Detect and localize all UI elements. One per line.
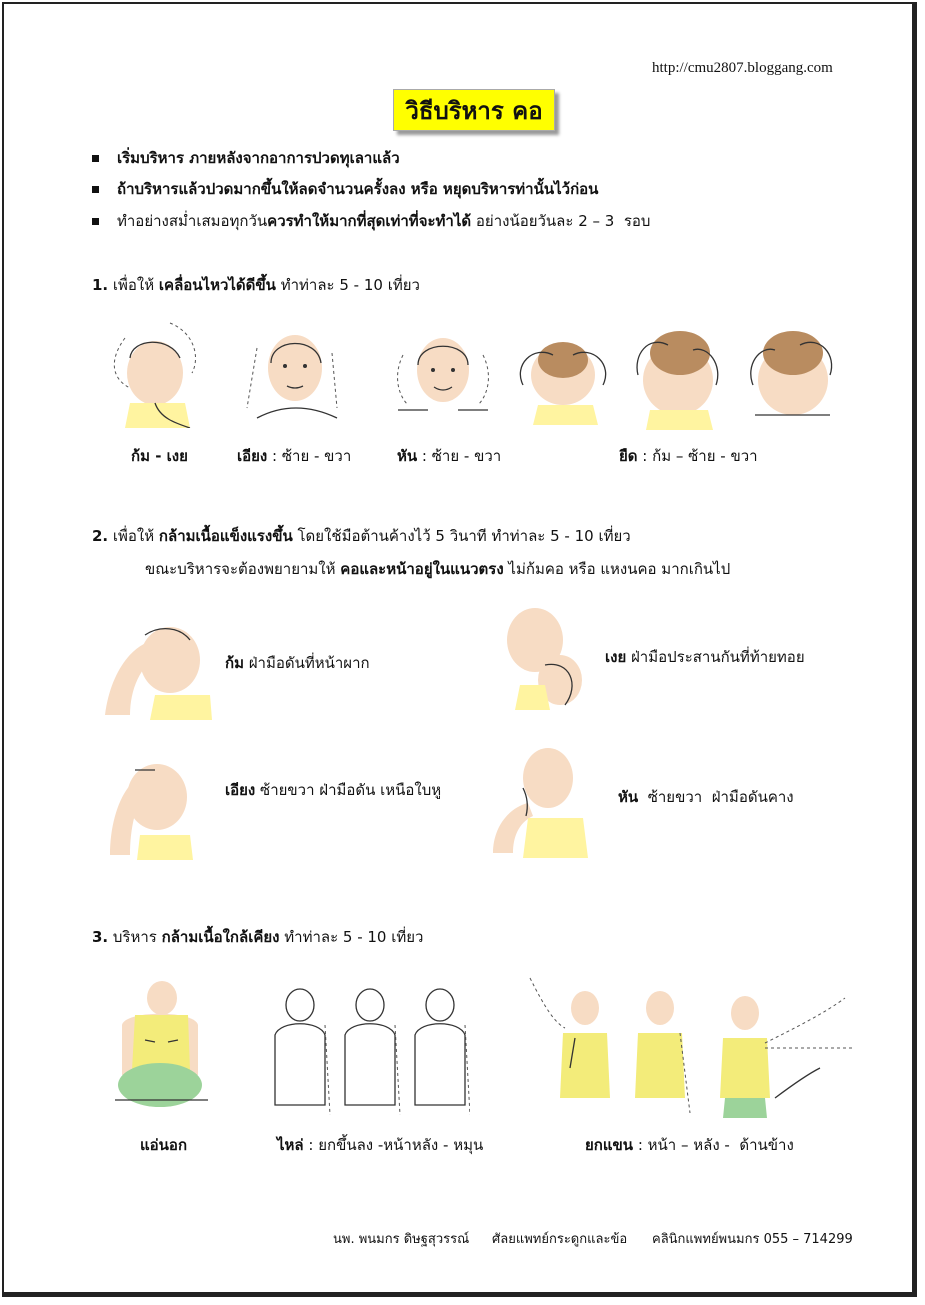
caption-shoulder bbox=[277, 1133, 483, 1157]
footer-clinic: คลินิกแพทย์พนมกร 055 – 714299 bbox=[652, 1232, 853, 1247]
item-bold: เอียง bbox=[225, 781, 256, 799]
illustration-bow-head bbox=[100, 318, 210, 428]
caption-bold: หัน bbox=[397, 447, 418, 465]
caption-bold: ยกแขน bbox=[585, 1136, 634, 1154]
illustration-resist-bow bbox=[100, 615, 215, 720]
section-post: โดยใช้มือต้านค้างไว้ 5 วินาที ทำท่าละ 5 - 10 เที่ยว bbox=[292, 527, 631, 545]
illustration-stretch-left bbox=[628, 325, 723, 430]
section-number: 3. bbox=[92, 928, 109, 946]
section-pre: เพื่อให้ bbox=[108, 276, 159, 294]
note-pre: ขณะบริหารจะต้องพยายามให้ bbox=[145, 560, 341, 578]
bullet-item-1 bbox=[92, 146, 400, 170]
bullet-square-icon bbox=[92, 155, 99, 162]
section-pre: บริหาร bbox=[108, 928, 162, 946]
caption-bold: ไหล่ bbox=[277, 1136, 304, 1154]
resist-turn-text bbox=[618, 785, 794, 809]
item-rest: ฝ่ามือดันที่หน้าผาก bbox=[243, 654, 370, 672]
caption-bold: ก้ม - เงย bbox=[131, 447, 188, 465]
caption-bold: เอียง bbox=[237, 447, 268, 465]
item-rest: ซ้ายขวา ฝ่ามือดันคาง bbox=[638, 788, 794, 806]
section-number: 1. bbox=[92, 276, 109, 294]
bullet-text-post: อย่างน้อยวันละ 2 – 3 รอบ bbox=[471, 212, 651, 230]
caption-turn-head bbox=[397, 444, 501, 468]
note-bold: คอและหน้าอยู่ในแนวตรง bbox=[340, 560, 504, 578]
bullet-text-bold: ควรทำให้มากที่สุดเท่าที่จะทำได้ bbox=[267, 212, 472, 230]
bullet-text: เริ่มบริหาร ภายหลังจากอาการปวดทุเลาแล้ว bbox=[117, 149, 400, 167]
illustration-arm-raise bbox=[525, 968, 860, 1118]
caption-stretch bbox=[619, 444, 758, 468]
resist-bow-text bbox=[225, 651, 370, 675]
bullet-item-2 bbox=[92, 177, 598, 201]
footer-author: นพ. พนมกร ดิษฐสุวรรณ์ bbox=[333, 1232, 470, 1247]
illustration-resist-raise bbox=[495, 605, 590, 710]
resist-tilt-text bbox=[225, 778, 441, 802]
bullet-square-icon bbox=[92, 218, 99, 225]
section-bold: กล้ามเนื้อแข็งแรงขึ้น bbox=[158, 527, 293, 545]
section-2-note bbox=[145, 557, 730, 581]
illustration-chest-out bbox=[110, 980, 210, 1115]
caption-tilt-head bbox=[237, 444, 351, 468]
item-bold: หัน bbox=[618, 788, 639, 806]
item-rest: ซ้ายขวา ฝ่ามือดัน เหนือใบหู bbox=[255, 781, 442, 799]
bullet-text-pre: ทำอย่างสม่ำเสมอทุกวัน bbox=[117, 212, 268, 230]
section-2-heading bbox=[92, 524, 631, 548]
source-url: http://cmu2807.bloggang.com bbox=[652, 60, 833, 76]
section-number: 2. bbox=[92, 527, 109, 545]
illustration-tilt-head bbox=[237, 318, 347, 428]
resist-raise-text bbox=[605, 645, 805, 669]
bullet-item-3 bbox=[92, 209, 650, 233]
illustration-shoulder-line bbox=[270, 985, 470, 1120]
section-bold: เคลื่อนไหวได้ดีขึ้น bbox=[158, 276, 276, 294]
section-3-heading bbox=[92, 925, 423, 949]
caption-rest: : หน้า – หลัง - ด้านข้าง bbox=[633, 1136, 794, 1154]
bullet-square-icon bbox=[92, 186, 99, 193]
section-pre: เพื่อให้ bbox=[108, 527, 159, 545]
caption-bold: ยืด bbox=[619, 447, 638, 465]
caption-arm-raise bbox=[585, 1133, 794, 1157]
caption-rest: : ซ้าย - ขวา bbox=[267, 447, 352, 465]
bullet-text: ถ้าบริหารแล้วปวดมากขึ้นให้ลดจำนวนครั้งลง หรือ หยุดบริหารท่านั้นไว้ก่อน bbox=[117, 180, 599, 198]
footer-specialty: ศัลยแพทย์กระดูกและข้อ bbox=[492, 1232, 628, 1247]
page-title: วิธีบริหาร คอ bbox=[393, 89, 555, 131]
section-post: ทำท่าละ 5 - 10 เที่ยว bbox=[279, 928, 424, 946]
section-post: ทำท่าละ 5 - 10 เที่ยว bbox=[275, 276, 420, 294]
illustration-stretch-bow bbox=[508, 325, 608, 425]
illustration-turn-head bbox=[388, 325, 498, 420]
caption-rest: : ซ้าย - ขวา bbox=[417, 447, 502, 465]
illustration-resist-tilt bbox=[105, 755, 195, 860]
section-1-heading bbox=[92, 273, 420, 297]
item-rest: ฝ่ามือประสานกันที่ท้ายทอย bbox=[626, 648, 805, 666]
caption-rest: : ก้ม – ซ้าย - ขวา bbox=[637, 447, 758, 465]
item-bold: ก้ม bbox=[225, 654, 244, 672]
caption-rest: : ยกขึ้นลง -หน้าหลัง - หมุน bbox=[303, 1136, 484, 1154]
caption-bow-head bbox=[131, 444, 188, 468]
section-bold: กล้ามเนื้อใกล้เคียง bbox=[161, 928, 280, 946]
item-bold: เงย bbox=[605, 648, 627, 666]
illustration-stretch-right bbox=[745, 325, 840, 430]
caption-chest-out bbox=[140, 1133, 187, 1157]
note-post: ไม่ก้มคอ หรือ แหงนคอ มากเกินไป bbox=[503, 560, 731, 578]
caption-bold: แอ่นอก bbox=[140, 1136, 188, 1154]
illustration-resist-turn bbox=[488, 738, 593, 858]
